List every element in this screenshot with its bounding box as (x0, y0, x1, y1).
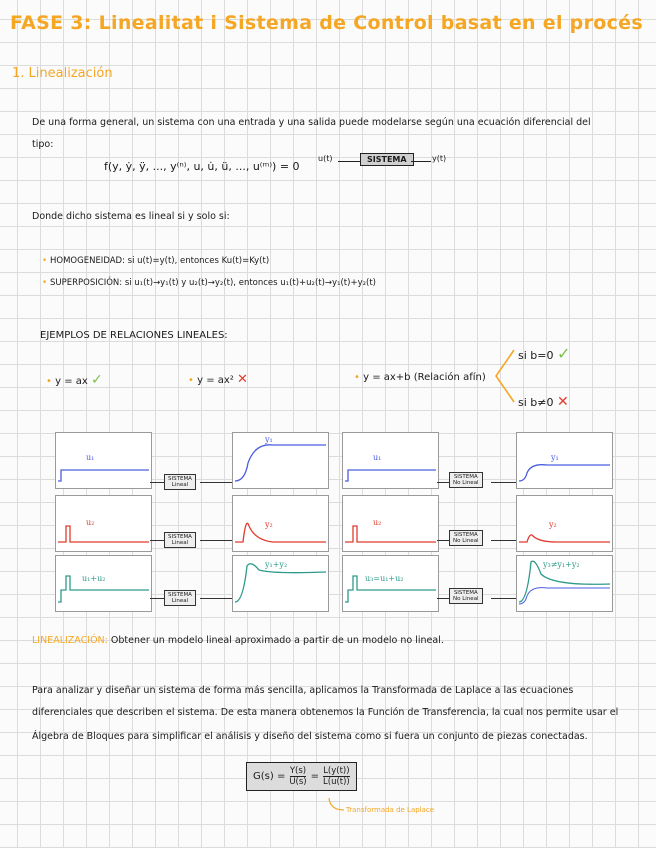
u3-label: u₃=u₁+u₂ (365, 574, 404, 583)
output-arrow (411, 161, 431, 162)
linear-system-box: SISTEMA Lineal (164, 474, 196, 490)
y2-label: y₂ (549, 520, 557, 529)
y1-signal (235, 445, 326, 481)
paragraph-line-3: Álgebra de Bloques para simplificar el análisis y diseño del sistema como si fuera un conjunto de piezas conectadas. (32, 731, 588, 742)
y1-signal (519, 465, 610, 481)
paragraph-line-2: diferenciales que describen el sistema. De esta manera obtenemos la Función de Transferencia, la cual nos permite usar el (32, 707, 619, 718)
plot-output-y12 (232, 555, 329, 612)
plot-output-y2 (232, 495, 329, 552)
cross-icon: ✕ (237, 372, 248, 387)
arrow-in (437, 482, 449, 483)
system-block: SISTEMA (360, 153, 414, 166)
bullet1-label: HOMOGENEIDAD: (50, 256, 125, 266)
bullet-homogeneity (42, 256, 269, 266)
arrow-in (150, 540, 164, 541)
u2-label: u₂ (373, 518, 382, 527)
arrow-in (437, 598, 449, 599)
nonlinear-system-box: SISTEMA No Lineal (449, 472, 483, 488)
paragraph-line-1: Para analizar y diseñar un sistema de forma más sencilla, aplicamos la Transformada de Laplace a las ecuaciones (32, 685, 574, 696)
y3-label: y₃≠y₁+y₂ (543, 560, 580, 569)
bullet-dot: • (188, 375, 194, 386)
linearization-text: Obtener un modelo lineal aproximado a partir de un modelo no lineal. (110, 635, 444, 646)
intro-line-1: De una forma general, un sistema con una entrada y una salida puede modelarse según una ecuación diferencial del (32, 117, 591, 128)
plot-nl-input-u3 (342, 555, 439, 612)
linear-system-box: SISTEMA Lineal (164, 532, 196, 548)
tf-denominator: U(s) (289, 777, 307, 787)
u2-label: u₂ (86, 518, 95, 527)
case-1 (518, 344, 570, 363)
y2-label: y₂ (265, 520, 273, 529)
example-1-text: y = ax (55, 376, 88, 387)
example-1 (46, 372, 103, 388)
y12-signal (235, 564, 326, 602)
y1-reference (519, 588, 610, 604)
page-title: FASE 3: Linealitat i Sistema de Control basat en el procés (10, 12, 643, 34)
case-2 (518, 394, 569, 410)
u1-signal (58, 470, 149, 481)
section-heading: 1. Linealización (12, 66, 113, 81)
bullet-dot: • (42, 278, 48, 288)
cross-icon: ✕ (556, 394, 569, 410)
y12-label: y₁+y₂ (265, 560, 288, 569)
condition-text: Donde dicho sistema es lineal si y solo si: (32, 211, 230, 222)
intro-line-2: tipo: (32, 139, 54, 150)
arrow-out (491, 482, 516, 483)
laplace-note: Transformada de Laplace (346, 806, 435, 814)
arrow-out (200, 482, 232, 483)
check-icon: ✓ (556, 344, 571, 363)
plot-input-u1 (55, 432, 152, 489)
plot-input-u12 (55, 555, 152, 612)
u1-signal (345, 470, 436, 481)
bullet-dot: • (354, 372, 360, 383)
u2-signal (345, 526, 436, 542)
u2-signal (58, 526, 149, 542)
plot-output-y1 (232, 432, 329, 489)
u12-label: u₁+u₂ (82, 574, 106, 583)
y2-signal (235, 523, 326, 542)
curved-arrow-icon (326, 796, 348, 816)
bullet-superposition (42, 278, 376, 288)
tf-left: G(s) = (253, 771, 286, 782)
arrow-in (150, 598, 164, 599)
arrow-out (200, 540, 232, 541)
plot-nl-output-y1 (516, 432, 613, 489)
example-3-text: y = ax+b (Relación afín) (363, 372, 486, 383)
plot-nl-output-y3 (516, 555, 613, 612)
arrow-out (491, 598, 516, 599)
plot-input-u2 (55, 495, 152, 552)
tf-fraction-1 (289, 766, 306, 787)
example-3 (354, 372, 486, 383)
tf-equals: = (310, 771, 320, 782)
arrow-out (200, 598, 232, 599)
bullet-dot: • (42, 256, 48, 266)
tf-numerator: Y(s) (289, 766, 307, 776)
bullet-dot: • (46, 376, 52, 387)
example-2-text: y = ax² (197, 375, 234, 386)
linearization-label: LINEALIZACIÓN: (32, 635, 108, 646)
bullet2-label: SUPERPOSICIÓN: (50, 278, 123, 288)
bullet2-text: si u₁(t)→y₁(t) y u₂(t)→y₂(t), entonces u₁(t)+u₂(t)→y₁(t)+y₂(t) (124, 278, 376, 288)
linear-system-box: SISTEMA Lineal (164, 590, 196, 606)
tf-denominator-2: L(u(t)) (323, 777, 350, 787)
arrow-out (491, 540, 516, 541)
tf-numerator-2: L(y(t)) (323, 766, 350, 776)
plot-nl-output-y2 (516, 495, 613, 552)
y1-label: y₁ (551, 453, 559, 462)
tf-fraction-2 (323, 766, 350, 787)
example-2 (188, 372, 248, 387)
bullet1-text: si u(t)=y(t), entonces Ku(t)=Ky(t) (127, 256, 270, 266)
y1-label: y₁ (265, 435, 273, 444)
nonlinear-system-box: SISTEMA No Lineal (449, 588, 483, 604)
system-input-label: u(t) (318, 154, 333, 163)
orange-brace (492, 346, 516, 406)
plot-nl-input-u1 (342, 432, 439, 489)
plot-nl-input-u2 (342, 495, 439, 552)
differential-equation: f(y, ẏ, ÿ, ..., y⁽ⁿ⁾, u, u̇, ü, ..., u⁽ᵐ⁾) = 0 (104, 160, 300, 173)
examples-title: EJEMPLOS DE RELACIONES LINEALES: (40, 330, 228, 341)
nonlinear-system-box: SISTEMA No Lineal (449, 530, 483, 546)
u1-label: u₁ (373, 453, 382, 462)
system-output-label: y(t) (432, 154, 447, 163)
transfer-function-box (246, 762, 357, 791)
input-arrow (338, 161, 360, 162)
arrow-in (437, 540, 449, 541)
linearization-definition (32, 632, 444, 649)
case-1-text: si b=0 (518, 349, 554, 362)
case-2-text: si b≠0 (518, 396, 554, 409)
u1-label: u₁ (86, 453, 95, 462)
arrow-in (150, 482, 164, 483)
y2-signal (519, 535, 610, 542)
check-icon: ✓ (90, 372, 103, 388)
